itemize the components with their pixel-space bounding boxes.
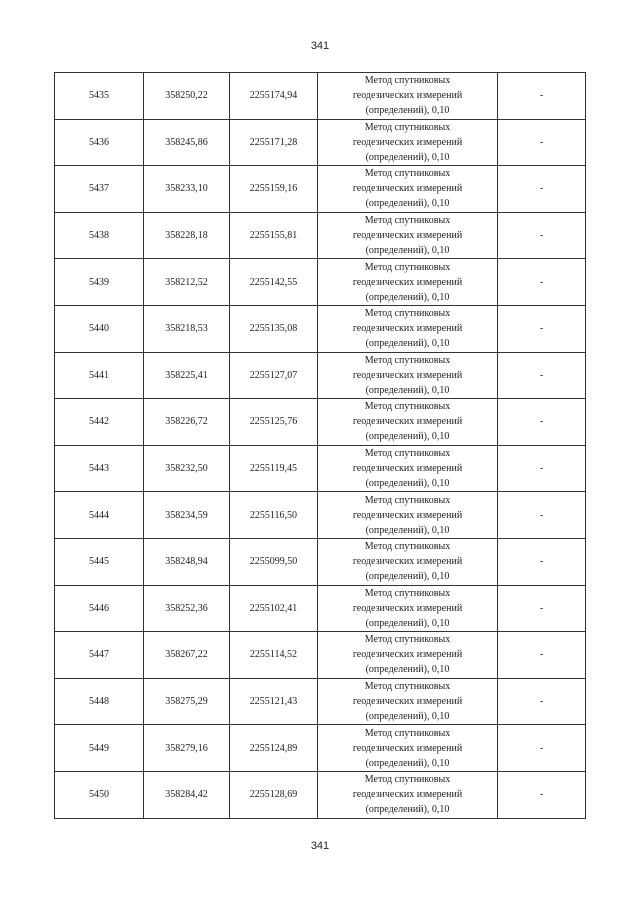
x-coordinate-cell: 358226,72 <box>144 399 230 446</box>
x-coordinate-cell: 358250,22 <box>144 73 230 120</box>
method-line: (определений), 0,10 <box>365 478 450 490</box>
method-cell <box>318 538 498 585</box>
table-row <box>55 259 586 306</box>
method-cell <box>318 166 498 213</box>
method-line: (определений), 0,10 <box>365 757 450 769</box>
method-cell <box>318 305 498 352</box>
method-line: Метод спутниковых <box>364 121 451 133</box>
description-cell: - <box>498 678 586 725</box>
table-row <box>55 166 586 213</box>
method-line: геодезических измерений <box>352 136 463 148</box>
y-coordinate-cell: 2255114,52 <box>230 632 318 679</box>
table-row <box>55 771 586 818</box>
x-coordinate-cell: 358212,52 <box>144 259 230 306</box>
method-cell <box>318 678 498 725</box>
method-line: (определений), 0,10 <box>365 804 450 816</box>
method-cell <box>318 119 498 166</box>
description-cell: - <box>498 305 586 352</box>
y-coordinate-cell: 2255116,50 <box>230 492 318 539</box>
y-coordinate-cell: 2255102,41 <box>230 585 318 632</box>
method-line: Метод спутниковых <box>364 587 451 599</box>
point-number-cell: 5438 <box>55 212 144 259</box>
method-line: (определений), 0,10 <box>365 198 450 210</box>
y-coordinate-cell: 2255142,55 <box>230 259 318 306</box>
method-line: геодезических измерений <box>352 789 463 801</box>
description-cell: - <box>498 445 586 492</box>
description-cell: - <box>498 771 586 818</box>
table-row <box>55 352 586 399</box>
method-line: Метод спутниковых <box>364 354 451 366</box>
x-coordinate-cell: 358267,22 <box>144 632 230 679</box>
coordinates-table-body <box>55 73 586 819</box>
method-cell <box>318 73 498 120</box>
description-cell: - <box>498 585 586 632</box>
description-cell: - <box>498 352 586 399</box>
method-line: (определений), 0,10 <box>365 711 450 723</box>
description-cell: - <box>498 259 586 306</box>
y-coordinate-cell: 2255171,28 <box>230 119 318 166</box>
y-coordinate-cell: 2255124,89 <box>230 725 318 772</box>
point-number-cell: 5437 <box>55 166 144 213</box>
method-line: Метод спутниковых <box>364 75 451 87</box>
method-line: геодезических измерений <box>352 556 463 568</box>
method-line: Метод спутниковых <box>364 448 451 460</box>
point-number-cell: 5448 <box>55 678 144 725</box>
x-coordinate-cell: 358233,10 <box>144 166 230 213</box>
x-coordinate-cell: 358248,94 <box>144 538 230 585</box>
x-coordinate-cell: 358245,86 <box>144 119 230 166</box>
method-line: Метод спутниковых <box>364 494 451 506</box>
x-coordinate-cell: 358225,41 <box>144 352 230 399</box>
method-line: (определений), 0,10 <box>365 105 450 117</box>
description-cell: - <box>498 538 586 585</box>
point-number-cell: 5435 <box>55 73 144 120</box>
method-line: (определений), 0,10 <box>365 571 450 583</box>
table-row <box>55 492 586 539</box>
method-line: (определений), 0,10 <box>365 617 450 629</box>
method-cell <box>318 632 498 679</box>
x-coordinate-cell: 358234,59 <box>144 492 230 539</box>
point-number-cell: 5441 <box>55 352 144 399</box>
description-cell: - <box>498 632 586 679</box>
y-coordinate-cell: 2255099,50 <box>230 538 318 585</box>
method-line: (определений), 0,10 <box>365 431 450 443</box>
description-cell: - <box>498 212 586 259</box>
method-cell <box>318 399 498 446</box>
method-line: геодезических измерений <box>352 696 463 708</box>
method-line: (определений), 0,10 <box>365 338 450 350</box>
method-line: Метод спутниковых <box>364 168 451 180</box>
method-cell <box>318 492 498 539</box>
method-cell <box>318 725 498 772</box>
y-coordinate-cell: 2255155,81 <box>230 212 318 259</box>
point-number-cell: 5442 <box>55 399 144 446</box>
point-number-cell: 5450 <box>55 771 144 818</box>
method-line: геодезических измерений <box>352 742 463 754</box>
x-coordinate-cell: 358218,53 <box>144 305 230 352</box>
description-cell: - <box>498 492 586 539</box>
method-line: геодезических измерений <box>352 90 463 102</box>
method-line: геодезических измерений <box>352 369 463 381</box>
description-cell: - <box>498 119 586 166</box>
method-line: геодезических измерений <box>352 602 463 614</box>
method-line: (определений), 0,10 <box>365 291 450 303</box>
description-cell: - <box>498 725 586 772</box>
table-row <box>55 725 586 772</box>
method-line: геодезических измерений <box>352 416 463 428</box>
point-number-cell: 5440 <box>55 305 144 352</box>
method-line: Метод спутниковых <box>364 261 451 273</box>
method-line: Метод спутниковых <box>364 401 451 413</box>
method-line: (определений), 0,10 <box>365 664 450 676</box>
point-number-cell: 5446 <box>55 585 144 632</box>
method-cell <box>318 585 498 632</box>
method-cell <box>318 212 498 259</box>
method-line: геодезических измерений <box>352 183 463 195</box>
method-cell <box>318 445 498 492</box>
y-coordinate-cell: 2255128,69 <box>230 771 318 818</box>
x-coordinate-cell: 358279,16 <box>144 725 230 772</box>
table-row <box>55 585 586 632</box>
method-line: Метод спутниковых <box>364 215 451 227</box>
method-line: геодезических измерений <box>352 230 463 242</box>
y-coordinate-cell: 2255127,07 <box>230 352 318 399</box>
method-line: геодезических измерений <box>352 323 463 335</box>
x-coordinate-cell: 358232,50 <box>144 445 230 492</box>
point-number-cell: 5449 <box>55 725 144 772</box>
method-line: Метод спутниковых <box>364 681 451 693</box>
table-row <box>55 538 586 585</box>
description-cell: - <box>498 166 586 213</box>
method-cell <box>318 771 498 818</box>
method-cell <box>318 352 498 399</box>
point-number-cell: 5447 <box>55 632 144 679</box>
method-line: Метод спутниковых <box>364 727 451 739</box>
point-number-cell: 5444 <box>55 492 144 539</box>
method-line: Метод спутниковых <box>364 541 451 553</box>
method-line: (определений), 0,10 <box>365 151 450 163</box>
table-row <box>55 632 586 679</box>
method-line: (определений), 0,10 <box>365 524 450 536</box>
y-coordinate-cell: 2255125,76 <box>230 399 318 446</box>
table-row <box>55 678 586 725</box>
point-number-cell: 5445 <box>55 538 144 585</box>
x-coordinate-cell: 358228,18 <box>144 212 230 259</box>
method-line: геодезических измерений <box>352 276 463 288</box>
method-line: геодезических измерений <box>352 463 463 475</box>
y-coordinate-cell: 2255119,45 <box>230 445 318 492</box>
x-coordinate-cell: 358275,29 <box>144 678 230 725</box>
method-line: геодезических измерений <box>352 649 463 661</box>
method-line: Метод спутниковых <box>364 774 451 786</box>
method-cell <box>318 259 498 306</box>
table-row <box>55 399 586 446</box>
method-line: (определений), 0,10 <box>365 384 450 396</box>
method-line: (определений), 0,10 <box>365 245 450 257</box>
y-coordinate-cell: 2255159,16 <box>230 166 318 213</box>
page-number-top: 341 <box>310 40 330 52</box>
table-row <box>55 119 586 166</box>
point-number-cell: 5443 <box>55 445 144 492</box>
y-coordinate-cell: 2255121,43 <box>230 678 318 725</box>
description-cell: - <box>498 399 586 446</box>
coordinates-table <box>54 72 586 819</box>
point-number-cell: 5436 <box>55 119 144 166</box>
x-coordinate-cell: 358252,36 <box>144 585 230 632</box>
method-line: геодезических измерений <box>352 509 463 521</box>
y-coordinate-cell: 2255135,08 <box>230 305 318 352</box>
table-row <box>55 445 586 492</box>
table-row <box>55 73 586 120</box>
table-row <box>55 305 586 352</box>
table-row <box>55 212 586 259</box>
method-line: Метод спутниковых <box>364 634 451 646</box>
x-coordinate-cell: 358284,42 <box>144 771 230 818</box>
description-cell: - <box>498 73 586 120</box>
point-number-cell: 5439 <box>55 259 144 306</box>
method-line: Метод спутниковых <box>364 308 451 320</box>
page-number-bottom: 341 <box>310 840 330 852</box>
y-coordinate-cell: 2255174,94 <box>230 73 318 120</box>
